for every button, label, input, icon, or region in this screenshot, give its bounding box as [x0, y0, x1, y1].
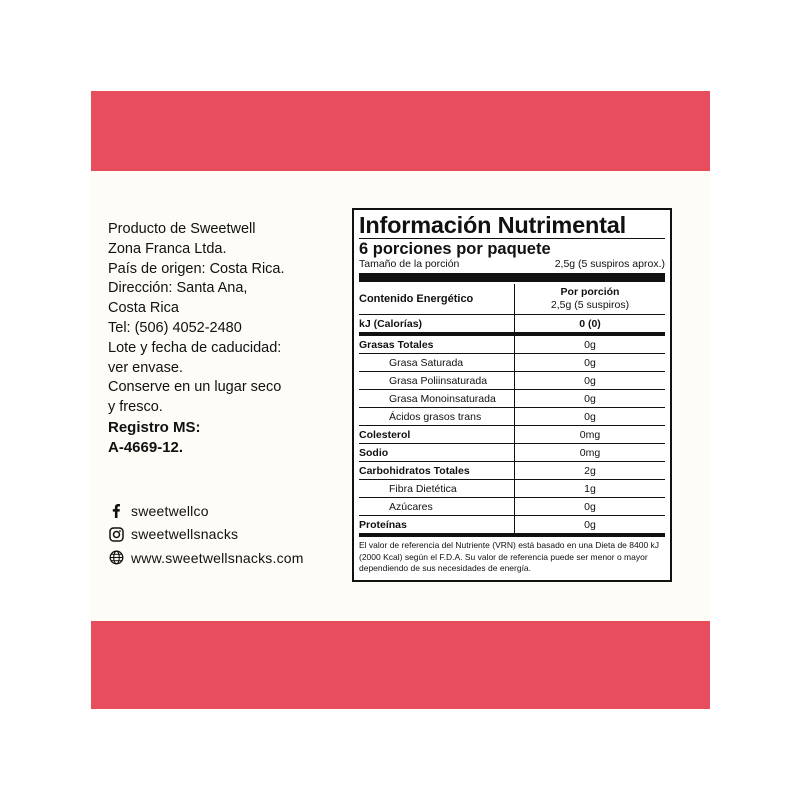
nutrition-title: Información Nutrimental: [359, 212, 626, 238]
producer-info: [108, 220, 338, 458]
nutrient-label: Ácidos grasos trans: [389, 410, 482, 423]
table-row: [359, 480, 665, 498]
nutrient-value: 0g: [514, 516, 665, 533]
registro-number: A-4669-12.: [108, 438, 184, 456]
nutrient-value: 0g: [514, 498, 665, 515]
info-line: Conserve en un lugar seco: [108, 379, 282, 396]
nutrient-label: Fibra Dietética: [389, 482, 457, 495]
table-row: [359, 498, 665, 516]
nutrient-label: Grasa Monoinsaturada: [389, 392, 496, 405]
nutrient-value: 0g: [514, 336, 665, 353]
info-line: Costa Rica: [108, 300, 179, 317]
thick-divider: [359, 273, 665, 282]
social-links: [108, 500, 304, 571]
info-line: ver envase.: [108, 359, 183, 376]
nutrient-value: 0mg: [514, 444, 665, 461]
serving-size: [359, 258, 665, 271]
nutrient-value: 0mg: [514, 426, 665, 443]
info-line: Dirección: Santa Ana,: [108, 280, 248, 297]
serving-size-label: Tamaño de la porción: [359, 258, 460, 270]
info-line: y fresco.: [108, 399, 163, 416]
nutrient-label: kJ (Calorías): [359, 317, 423, 330]
nutrient-label: Grasas Totales: [359, 338, 434, 351]
nutrient-value: 0g: [514, 390, 665, 407]
table-row: [359, 315, 665, 336]
top-color-band: [91, 91, 710, 171]
table-row: [359, 354, 665, 372]
nutrient-label: Colesterol: [359, 428, 411, 441]
info-line: País de origen: Costa Rica.: [108, 260, 285, 277]
table-row: [359, 516, 665, 533]
table-row: [359, 336, 665, 354]
registro-label: Registro MS:: [108, 418, 201, 436]
bottom-color-band: [91, 621, 710, 709]
nutrient-label: Carbohidratos Totales: [359, 464, 470, 477]
nutrient-label: Grasa Saturada: [389, 356, 464, 369]
table-row: [359, 390, 665, 408]
website-url: www.sweetwellsnacks.com: [131, 549, 304, 566]
nutrient-value: 1g: [514, 480, 665, 497]
nutrition-footnote: El valor de referencia del Nutriente (VRN) está basado en una Dieta de 8400 kJ (2000 Kcal) según el F.D.A. Su valor de referencia puede ser menor o mayor dependiendo de sus necesidades de energía.: [359, 533, 665, 575]
facebook-handle: sweetwellco: [131, 502, 209, 519]
per-portion-title: Por porción: [560, 286, 620, 298]
table-row: [359, 372, 665, 390]
portions-per-package: 6 porciones por paquete: [359, 238, 665, 258]
nutrient-label: Sodio: [359, 446, 389, 459]
info-line: Zona Franca Ltda.: [108, 240, 227, 257]
instagram-link[interactable]: [108, 524, 304, 545]
table-row: [359, 426, 665, 444]
nutrient-label: Azúcares: [389, 500, 433, 513]
table-row: [359, 462, 665, 480]
facebook-link[interactable]: [108, 500, 304, 521]
info-line: Producto de Sweetwell: [108, 221, 256, 237]
instagram-icon: [108, 526, 124, 542]
nutrition-facts-table: [352, 208, 672, 582]
instagram-handle: sweetwellsnacks: [131, 526, 239, 542]
nutrient-value: 0g: [514, 372, 665, 389]
info-line: Lote y fecha de caducidad:: [108, 339, 282, 356]
serving-size-value: 2,5g (5 suspiros aprox.): [554, 258, 665, 270]
table-row: [359, 408, 665, 426]
nutrient-label: Grasa Poliinsaturada: [389, 374, 488, 387]
per-portion-size: 2,5g (5 suspiros): [550, 298, 630, 311]
info-line: Tel: (506) 4052-2480: [108, 319, 242, 336]
per-portion-header: [514, 284, 665, 314]
facebook-icon: [108, 503, 124, 519]
website-link[interactable]: [108, 547, 304, 568]
table-row: [359, 444, 665, 462]
table-header: [359, 284, 665, 315]
nutrient-value: 2g: [514, 462, 665, 479]
nutrient-value: 0g: [514, 354, 665, 371]
energy-header: Contenido Energético: [359, 293, 474, 305]
globe-icon: [108, 550, 124, 566]
nutrient-label: Proteínas: [359, 518, 407, 531]
nutrient-value: 0g: [514, 408, 665, 425]
nutrient-value: 0 (0): [514, 315, 665, 332]
